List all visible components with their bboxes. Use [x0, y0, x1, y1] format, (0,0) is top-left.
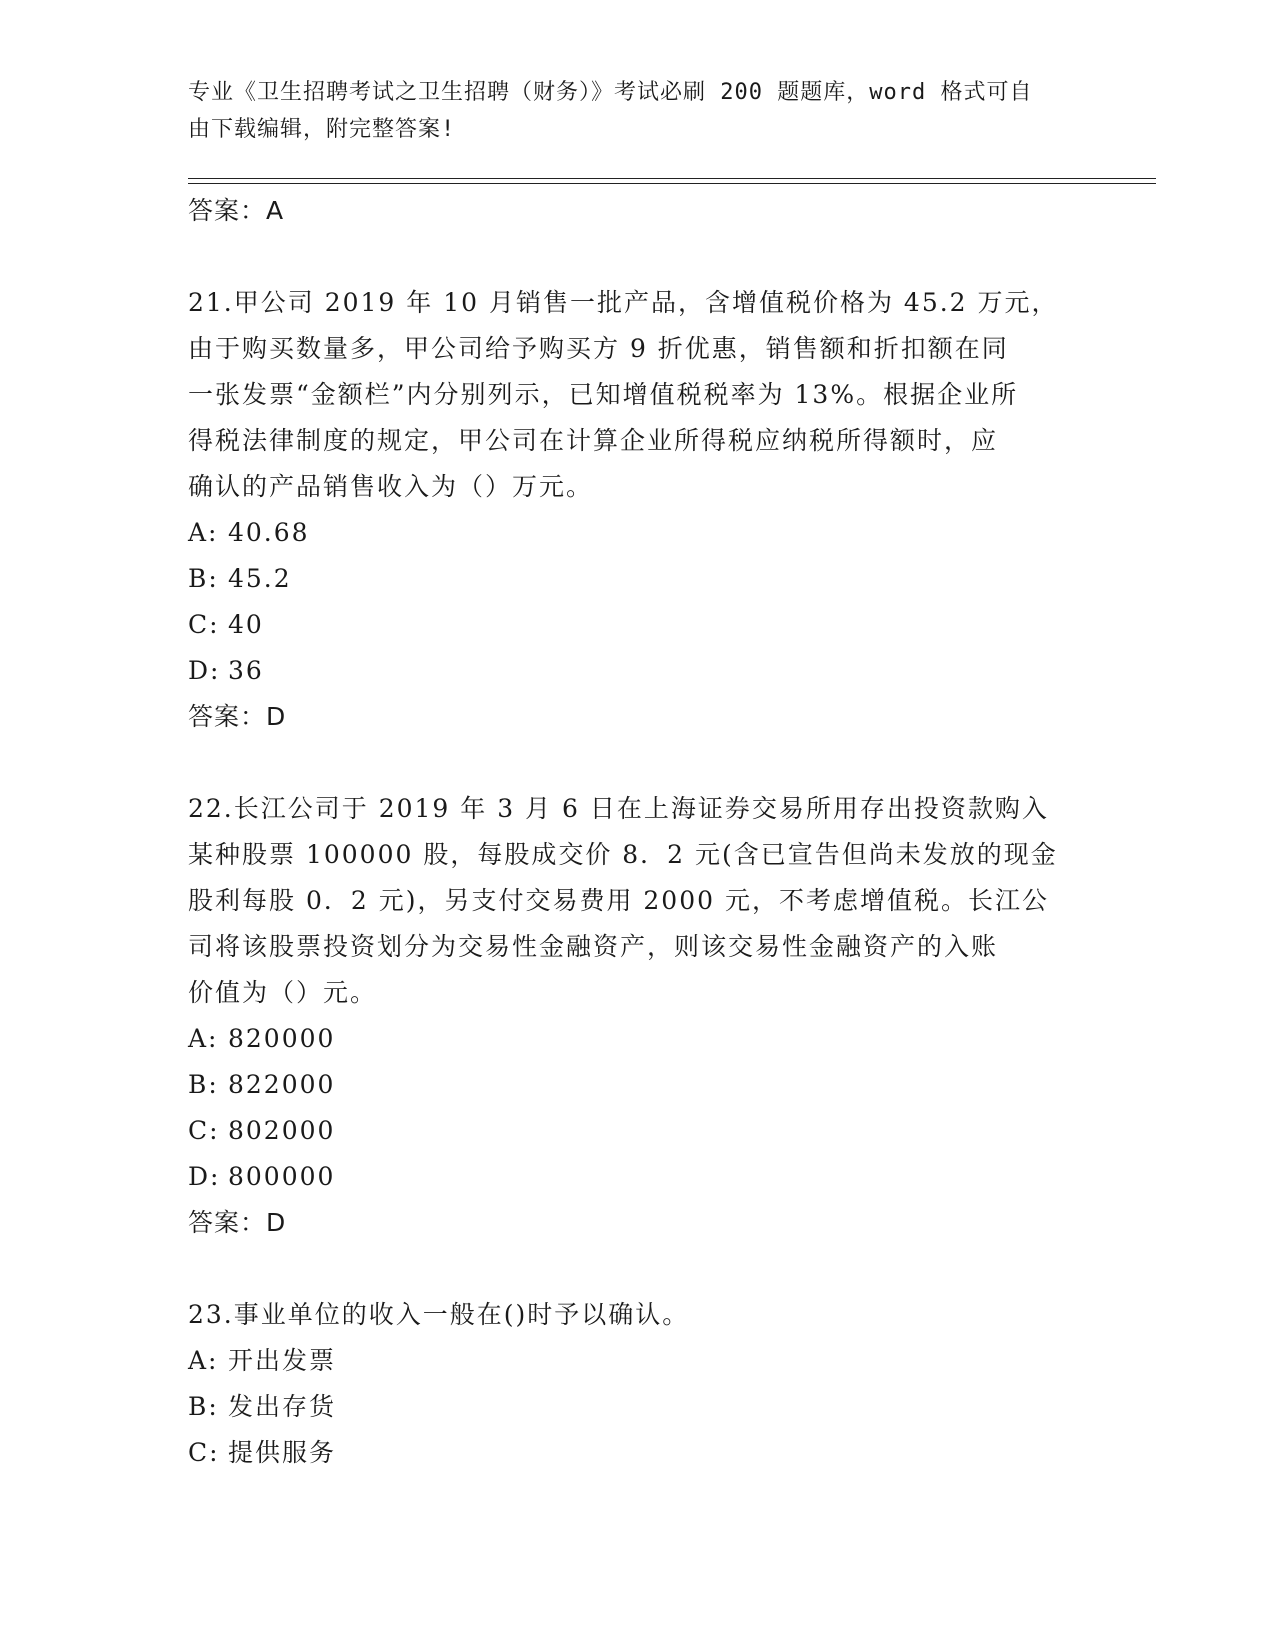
option-text: 开出发票 — [228, 1346, 337, 1375]
spacer — [188, 234, 1088, 280]
option-text: 40.68 — [228, 518, 310, 547]
question-text-line: 一张发票“金额栏”内分别列示，已知增值税税率为 13%。根据企业所 — [188, 380, 1019, 409]
option-a — [188, 1338, 1088, 1384]
spacer — [188, 740, 1088, 786]
question-text-line: 22.长江公司于 2019 年 3 月 6 日在上海证券交易所用存出投资款购入 — [188, 794, 1049, 823]
header-line-2: 由下载编辑，附完整答案! — [188, 117, 456, 142]
answer: 答案：D — [188, 702, 287, 731]
option-b — [188, 1062, 1088, 1108]
option-b — [188, 1384, 1088, 1430]
question-text-line: 司将该股票投资划分为交易性金融资产，则该交易性金融资产的入账 — [188, 932, 999, 961]
option-text: 802000 — [228, 1116, 336, 1145]
question-content — [188, 188, 1088, 1476]
spacer — [188, 1246, 1088, 1292]
option-text: 40 — [228, 610, 264, 639]
header-divider-top — [188, 178, 1156, 179]
question-text-line: 某种股票 100000 股，每股成交价 8．2 元(含已宣告但尚未发放的现金 — [188, 840, 1058, 869]
option-d — [188, 1154, 1088, 1200]
option-label: C: — [188, 610, 220, 639]
option-label: B: — [188, 564, 219, 593]
question-text-line: 21.甲公司 2019 年 10 月销售一批产品，含增值税价格为 45.2 万元， — [188, 288, 1059, 317]
question-text-line: 由于购买数量多，甲公司给予购买方 9 折优惠，销售额和折扣额在同 — [188, 334, 1009, 363]
page-header — [188, 74, 1068, 148]
option-label: A: — [188, 518, 219, 547]
question-text-line: 得税法律制度的规定，甲公司在计算企业所得税应纳税所得额时，应 — [188, 426, 999, 455]
question-21 — [188, 280, 1088, 740]
option-d — [188, 648, 1088, 694]
option-label: A: — [188, 1024, 219, 1053]
option-a — [188, 510, 1088, 556]
option-text: 发出存货 — [228, 1392, 337, 1421]
option-c — [188, 1430, 1088, 1476]
option-label: B: — [188, 1070, 219, 1099]
option-text: 822000 — [228, 1070, 336, 1099]
option-label: D: — [188, 656, 221, 685]
option-text: 820000 — [228, 1024, 336, 1053]
option-text: 提供服务 — [228, 1438, 337, 1467]
option-c — [188, 602, 1088, 648]
option-label: C: — [188, 1438, 220, 1467]
option-c — [188, 1108, 1088, 1154]
answer: 答案：D — [188, 1208, 287, 1237]
option-text: 45.2 — [228, 564, 292, 593]
question-text-line: 价值为（）元。 — [188, 978, 378, 1007]
option-label: B: — [188, 1392, 219, 1421]
question-text-line: 23.事业单位的收入一般在()时予以确认。 — [188, 1300, 690, 1329]
option-label: A: — [188, 1346, 219, 1375]
question-22 — [188, 786, 1088, 1246]
header-divider-bottom — [188, 183, 1156, 184]
question-23 — [188, 1292, 1088, 1476]
option-a — [188, 1016, 1088, 1062]
previous-answer: 答案：A — [188, 196, 285, 225]
option-text: 36 — [228, 656, 264, 685]
option-b — [188, 556, 1088, 602]
option-text: 800000 — [228, 1162, 336, 1191]
header-line-1: 专业《卫生招聘考试之卫生招聘（财务）》考试必刷 200 题题库，word 格式可自 — [188, 80, 1033, 105]
question-text-line: 股利每股 0．2 元)，另支付交易费用 2000 元，不考虑增值税。长江公 — [188, 886, 1049, 915]
question-text-line: 确认的产品销售收入为（）万元。 — [188, 472, 594, 501]
option-label: C: — [188, 1116, 220, 1145]
option-label: D: — [188, 1162, 221, 1191]
